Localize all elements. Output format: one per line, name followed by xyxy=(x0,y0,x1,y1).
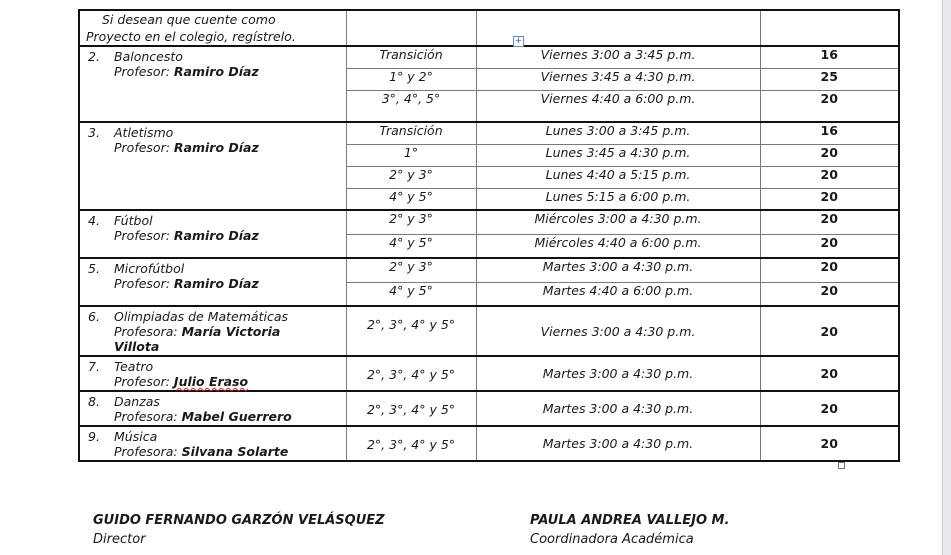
activity-number: 6. xyxy=(88,309,100,324)
grade-text: Transición xyxy=(379,47,443,62)
schedule-text: Lunes 3:45 a 4:30 p.m. xyxy=(545,144,691,160)
student-count: 20 xyxy=(820,211,838,226)
activity-number: 8. xyxy=(88,394,100,409)
schedule-cell xyxy=(476,68,760,90)
schedule-text: Lunes 4:40 a 5:15 p.m. xyxy=(545,166,691,182)
activity-cell xyxy=(79,356,346,391)
schedule-text: Martes 3:00 a 4:30 p.m. xyxy=(542,401,694,416)
grade-cell xyxy=(346,122,476,144)
grade-cell xyxy=(346,258,476,282)
intro-line-1: Si desean que cuente como xyxy=(102,12,276,27)
activity-name: Fútbol xyxy=(114,213,153,228)
student-count: 20 xyxy=(820,166,838,182)
student-count: 20 xyxy=(820,401,838,416)
student-count-cell xyxy=(760,391,899,426)
coordinator-name: PAULA ANDREA VALLEJO M. xyxy=(530,513,730,528)
intro-line-2: Proyecto en el colegio, regístrelo. xyxy=(86,29,296,44)
schedule-text: Viernes 3:45 a 4:30 p.m. xyxy=(540,68,696,84)
schedule-text: Lunes 5:15 a 6:00 p.m. xyxy=(545,188,691,204)
table-row xyxy=(79,210,899,234)
student-count-cell xyxy=(760,258,899,282)
director-title: Director xyxy=(93,532,146,547)
grade-cell xyxy=(346,68,476,90)
schedule-cell xyxy=(476,306,760,356)
student-count-cell xyxy=(760,122,899,144)
intro-empty-cell xyxy=(346,10,476,46)
schedule-cell xyxy=(476,144,760,166)
coordinator-signature xyxy=(530,513,729,547)
schedule-text: Martes 3:00 a 4:30 p.m. xyxy=(542,366,694,381)
activity-name: Danzas xyxy=(114,394,160,409)
teacher-name: Ramiro Díaz xyxy=(173,64,259,79)
student-count: 25 xyxy=(820,68,838,84)
schedule-cell xyxy=(476,166,760,188)
activity-number: 4. xyxy=(88,213,100,228)
grade-text: 2° y 3° xyxy=(389,166,433,182)
grade-text: 2°, 3°, 4° y 5° xyxy=(366,437,456,452)
activities-table xyxy=(78,9,900,462)
grade-text: 2°, 3°, 4° y 5° xyxy=(366,317,456,332)
table-row xyxy=(79,306,899,356)
schedule-cell xyxy=(476,391,760,426)
schedule-cell xyxy=(476,46,760,68)
student-count: 20 xyxy=(820,323,838,339)
teacher-role: Profesora: xyxy=(114,409,178,424)
teacher-name: Ramiro Díaz xyxy=(173,140,259,155)
grade-cell xyxy=(346,306,476,356)
activity-number: 3. xyxy=(88,125,100,140)
student-count-cell xyxy=(760,210,899,234)
activity-name: Atletismo xyxy=(114,125,174,140)
grade-cell xyxy=(346,282,476,306)
teacher-role: Profesor: xyxy=(114,140,170,155)
schedule-cell xyxy=(476,282,760,306)
table-move-handle-icon[interactable]: + xyxy=(514,36,523,46)
grade-cell xyxy=(346,391,476,426)
student-count: 16 xyxy=(820,123,838,138)
schedule-cell xyxy=(476,356,760,391)
table-row xyxy=(79,391,899,426)
teacher-name-cont: Villota xyxy=(114,339,160,354)
teacher-role: Profesor: xyxy=(114,64,170,79)
grade-cell xyxy=(346,426,476,461)
student-count-cell xyxy=(760,68,899,90)
schedule-cell xyxy=(476,426,760,461)
activity-cell xyxy=(79,46,346,122)
schedule-text: Viernes 3:00 a 3:45 p.m. xyxy=(540,47,696,62)
director-name: GUIDO FERNANDO GARZÓN VELÁSQUEZ xyxy=(93,513,385,528)
grade-text: 2°, 3°, 4° y 5° xyxy=(366,367,456,382)
student-count-cell xyxy=(760,166,899,188)
activity-number: 9. xyxy=(88,429,100,444)
schedule-text: Lunes 3:00 a 3:45 p.m. xyxy=(545,123,691,138)
teacher-name: Ramiro Díaz xyxy=(173,228,259,243)
director-signature xyxy=(93,513,385,547)
grade-cell xyxy=(346,46,476,68)
intro-row xyxy=(79,10,899,46)
student-count: 20 xyxy=(820,90,838,106)
grade-cell xyxy=(346,356,476,391)
teacher-role: Profesor: xyxy=(114,276,170,291)
grade-text: Transición xyxy=(379,123,443,138)
schedule-cell xyxy=(476,188,760,210)
student-count-cell xyxy=(760,46,899,68)
student-count: 20 xyxy=(820,436,838,451)
student-count-cell xyxy=(760,356,899,391)
activity-name: Teatro xyxy=(114,359,154,374)
student-count: 16 xyxy=(820,47,838,62)
grade-text: 2° y 3° xyxy=(389,211,433,226)
student-count-cell xyxy=(760,282,899,306)
intro-empty-cell xyxy=(760,10,899,46)
table-row xyxy=(79,122,899,144)
teacher-name: María Victoria xyxy=(181,324,281,339)
activity-number: 2. xyxy=(88,49,100,64)
grade-cell xyxy=(346,144,476,166)
student-count-cell xyxy=(760,234,899,258)
teacher-role: Profesora: xyxy=(114,444,178,459)
schedule-text: Miércoles 3:00 a 4:30 p.m. xyxy=(534,211,702,226)
table-row xyxy=(79,426,899,461)
schedule-text: Miércoles 4:40 a 6:00 p.m. xyxy=(534,234,702,250)
teacher-name: Julio Eraso xyxy=(173,374,249,389)
student-count: 20 xyxy=(820,259,838,274)
grade-text: 4° y 5° xyxy=(389,282,433,298)
grade-cell xyxy=(346,166,476,188)
teacher-name: Mabel Guerrero xyxy=(181,409,292,424)
schedule-cell xyxy=(476,122,760,144)
student-count-cell xyxy=(760,144,899,166)
grade-text: 2° y 3° xyxy=(389,259,433,274)
schedule-text: Martes 3:00 a 4:30 p.m. xyxy=(542,259,694,274)
schedule-cell xyxy=(476,258,760,282)
intro-cell xyxy=(79,10,346,46)
teacher-role: Profesora: xyxy=(114,324,178,339)
student-count-cell xyxy=(760,426,899,461)
teacher-name: Ramiro Díaz xyxy=(173,276,259,291)
student-count: 20 xyxy=(820,188,838,204)
activity-cell xyxy=(79,258,346,306)
schedule-cell xyxy=(476,210,760,234)
activity-name: Música xyxy=(114,429,158,444)
student-count-cell xyxy=(760,306,899,356)
schedule-text: Martes 3:00 a 4:30 p.m. xyxy=(542,436,694,451)
student-count: 20 xyxy=(820,144,838,160)
teacher-role: Profesor: xyxy=(114,374,170,389)
student-count-cell xyxy=(760,90,899,122)
schedule-text: Viernes 4:40 a 6:00 p.m. xyxy=(540,90,696,106)
grade-text: 4° y 5° xyxy=(389,234,433,250)
student-count: 20 xyxy=(820,282,838,298)
student-count: 20 xyxy=(820,366,838,381)
activity-number: 7. xyxy=(88,359,100,374)
schedule-cell xyxy=(476,90,760,122)
activity-cell xyxy=(79,391,346,426)
activity-name: Microfútbol xyxy=(114,261,185,276)
activity-cell xyxy=(79,122,346,210)
grade-text: 2°, 3°, 4° y 5° xyxy=(366,402,456,417)
grade-cell xyxy=(346,90,476,122)
teacher-role: Profesor: xyxy=(114,228,170,243)
activity-cell xyxy=(79,210,346,258)
student-count-cell xyxy=(760,188,899,210)
activity-name: Baloncesto xyxy=(114,49,183,64)
grade-cell xyxy=(346,234,476,258)
grade-text: 1° y 2° xyxy=(389,68,433,84)
coordinator-title: Coordinadora Académica xyxy=(530,532,694,547)
teacher-name: Silvana Solarte xyxy=(181,444,289,459)
grade-cell xyxy=(346,188,476,210)
activity-cell xyxy=(79,306,346,356)
grade-text: 3°, 4°, 5° xyxy=(381,90,441,106)
activity-number: 5. xyxy=(88,261,100,276)
table-resize-handle[interactable] xyxy=(838,462,845,469)
table-row xyxy=(79,46,899,68)
student-count: 20 xyxy=(820,234,838,250)
schedule-text: Martes 4:40 a 6:00 p.m. xyxy=(542,282,694,298)
window-scrollbar[interactable] xyxy=(942,0,951,555)
grade-cell xyxy=(346,210,476,234)
schedule-text: Viernes 3:00 a 4:30 p.m. xyxy=(540,323,696,339)
grade-text: 4° y 5° xyxy=(389,188,433,204)
activity-name: Olimpiadas de Matemáticas xyxy=(114,309,288,324)
grade-text: 1° xyxy=(403,144,419,160)
table-row xyxy=(79,258,899,282)
table-row xyxy=(79,356,899,391)
schedule-cell xyxy=(476,234,760,258)
activity-cell xyxy=(79,426,346,461)
